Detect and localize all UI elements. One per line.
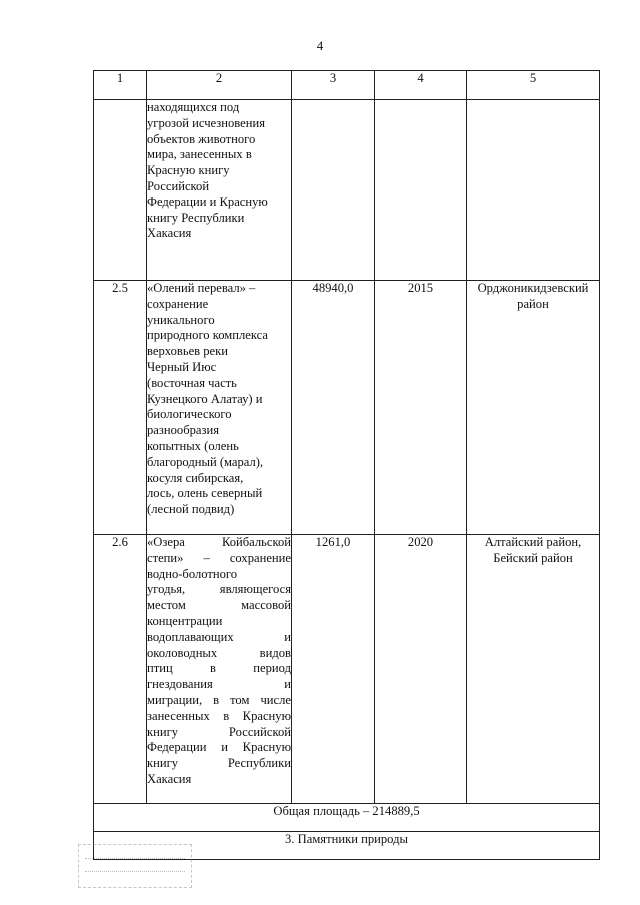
description-line: Российской	[147, 178, 210, 193]
description-line: околоводных видов	[147, 645, 291, 660]
table-row	[94, 100, 600, 281]
description-line: концентрации	[147, 613, 223, 628]
row-number: 2.5	[94, 281, 147, 535]
area-cell	[292, 100, 375, 281]
description-line: уникального	[147, 312, 215, 327]
description-line: Черный Июс	[147, 359, 217, 374]
district-cell	[467, 100, 600, 281]
description-line: верховьев реки	[147, 344, 228, 359]
year-cell	[375, 100, 467, 281]
description-line: водоплавающих и	[147, 629, 291, 644]
description-line: местом массовой	[147, 598, 291, 613]
area-cell: 48940,0	[292, 281, 375, 535]
description-line: гнездования и	[147, 677, 291, 692]
description-line: объектов животного	[147, 131, 256, 146]
description-line: Хакасия	[147, 226, 192, 241]
row-number	[94, 100, 147, 281]
description-line: мира, занесенных в	[147, 147, 252, 162]
description-line: птиц в период	[147, 661, 291, 676]
description-line: (восточная часть	[147, 375, 237, 390]
column-header: 3	[292, 71, 375, 100]
district-cell: Орджоникидзевский район	[467, 281, 600, 535]
description-line: Кузнецкого Алатау) и	[147, 391, 263, 406]
description-line: Красную книгу	[147, 163, 230, 178]
section-heading: 3. Памятники природы	[94, 832, 600, 860]
table-row	[94, 281, 600, 535]
document-stamp	[78, 844, 192, 888]
area-cell: 1261,0	[292, 535, 375, 804]
description-line: миграции, в том числе	[147, 692, 291, 707]
description-line: разнообразия	[147, 423, 219, 438]
description-line: благородный (марал),	[147, 454, 264, 469]
column-header: 5	[467, 71, 600, 100]
description-cell	[147, 281, 292, 535]
year-cell: 2020	[375, 535, 467, 804]
description-cell	[147, 100, 292, 281]
description-line: косуля сибирская,	[147, 470, 244, 485]
description-line: (лесной подвид)	[147, 502, 235, 517]
description-line: угрозой исчезновения	[147, 115, 266, 130]
district-cell: Алтайский район, Бейский район	[467, 535, 600, 804]
column-header: 4	[375, 71, 467, 100]
page-number: 4	[316, 38, 324, 53]
description-line: природного комплекса	[147, 328, 269, 343]
description-line: книгу Республики	[147, 210, 245, 225]
description-line: водно-болотного	[147, 566, 238, 581]
column-header: 1	[94, 71, 147, 100]
protected-areas-table	[93, 70, 600, 860]
description-line: копытных (олень	[147, 438, 239, 453]
table-header-row	[94, 71, 600, 100]
description-line: Федерации и Красную	[147, 194, 268, 209]
total-area-row	[94, 804, 600, 832]
description-cell	[147, 535, 292, 804]
table-row	[94, 535, 600, 804]
description-line: биологического	[147, 407, 232, 422]
description-line: Хакасия	[147, 771, 192, 786]
description-line: сохранение	[147, 296, 209, 311]
description-line: «Олений перевал» –	[147, 281, 256, 295]
description-line: степи» – сохранение	[147, 550, 291, 565]
description-line: «Озера Койбальской	[147, 535, 291, 549]
row-number: 2.6	[94, 535, 147, 804]
description-line: находящихся под	[147, 100, 240, 114]
total-area: Общая площадь – 214889,5	[94, 804, 600, 832]
description-line: книгу Российской	[147, 724, 291, 739]
column-header: 2	[147, 71, 292, 100]
description-line: книгу Республики	[147, 756, 291, 771]
year-cell: 2015	[375, 281, 467, 535]
description-line: Федерации и Красную	[147, 740, 291, 755]
description-line: лось, олень северный	[147, 486, 263, 501]
description-line: угодья, являющегося	[147, 582, 291, 597]
description-line: занесенных в Красную	[147, 708, 291, 723]
